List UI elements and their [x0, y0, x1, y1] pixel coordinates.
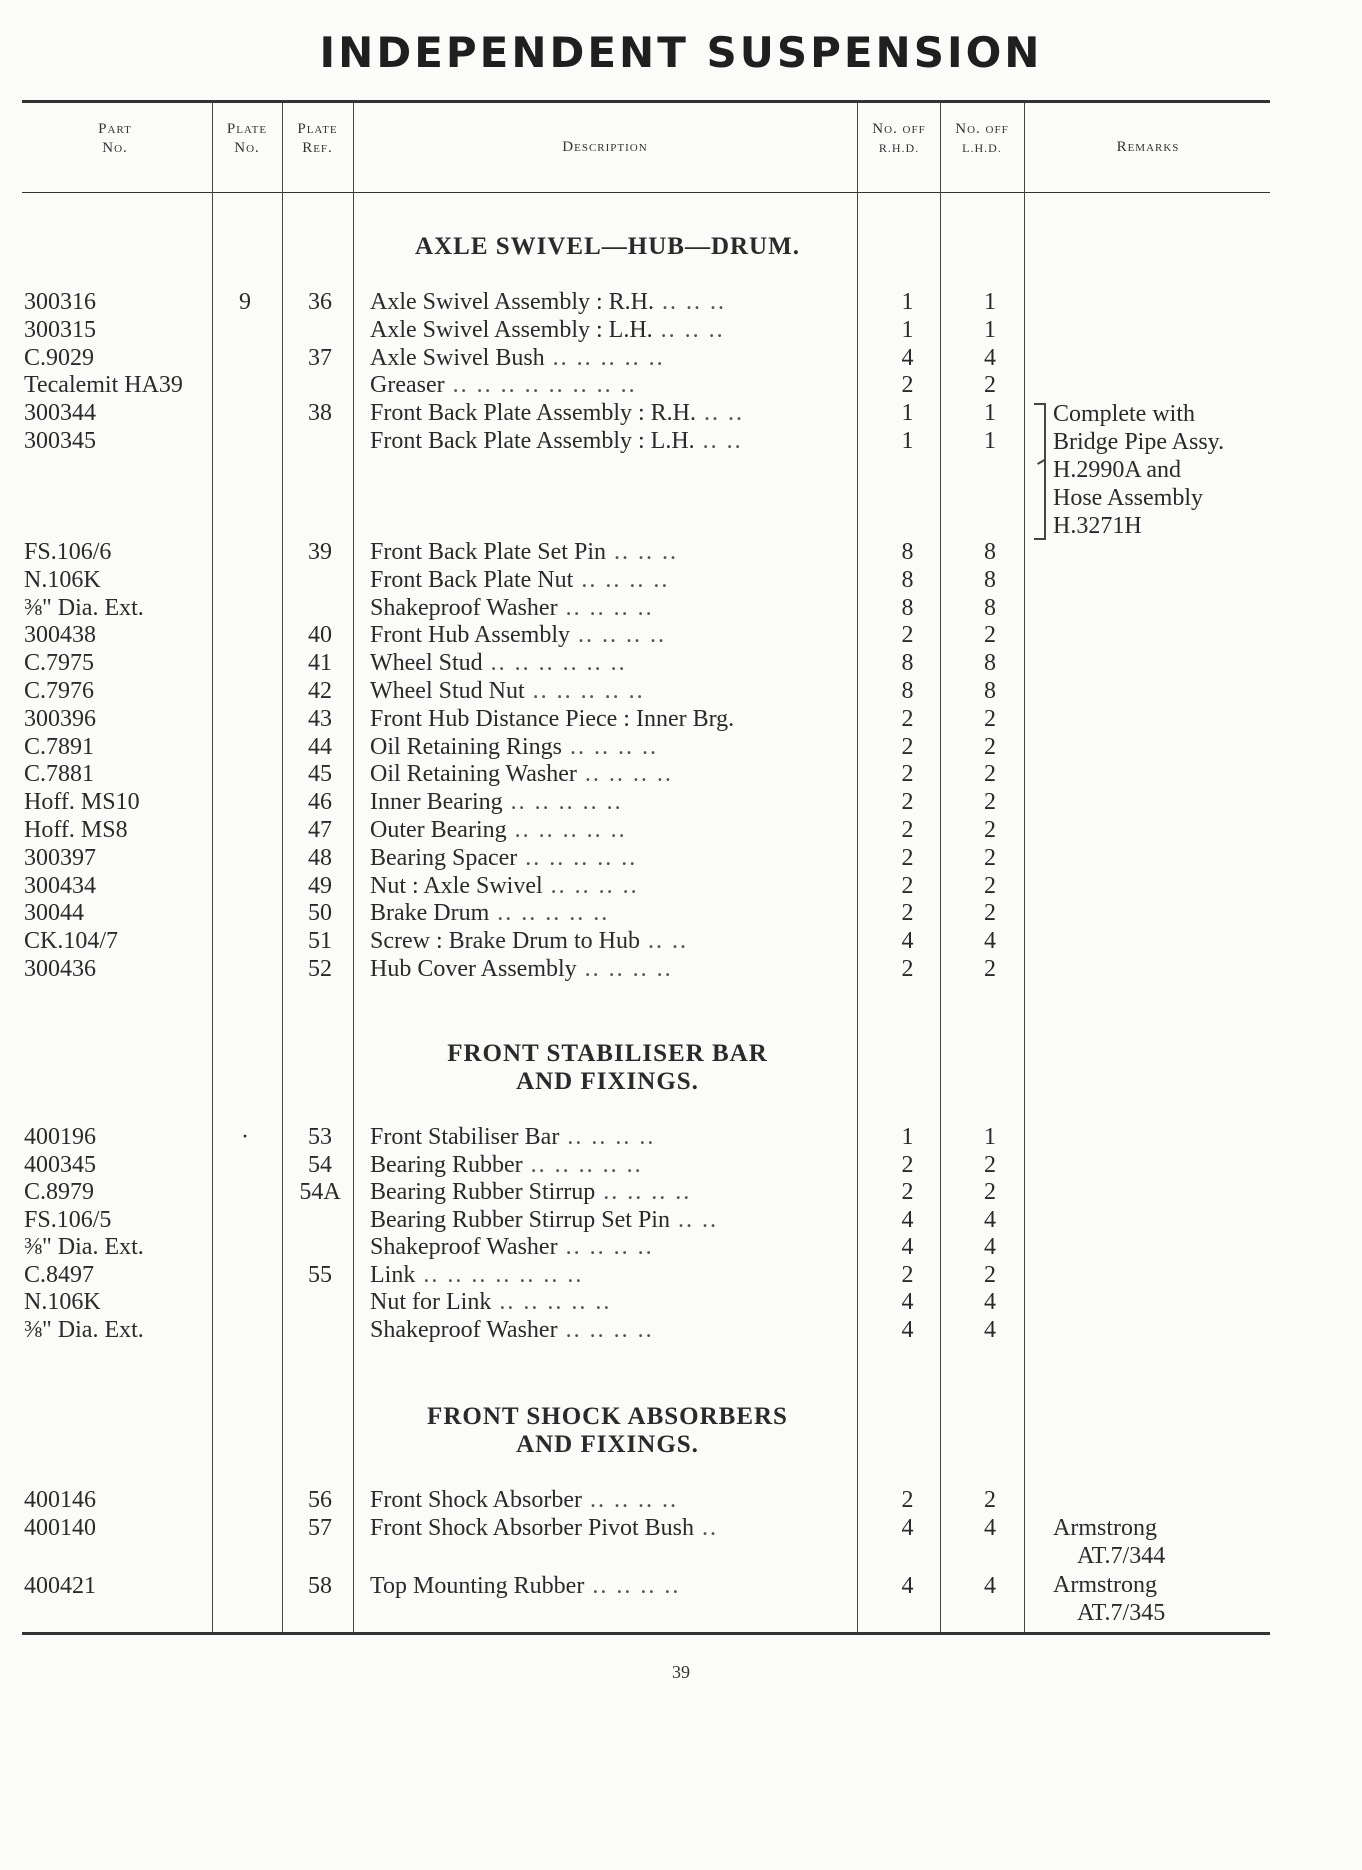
leader-dots: .. .. .. .. [557, 1316, 654, 1343]
qty-lhd: 2 [984, 872, 996, 899]
page-title: INDEPENDENT SUSPENSION [319, 28, 1043, 77]
description-text: Oil Retaining Washer [370, 761, 577, 788]
qty-rhd: 1 [901, 316, 914, 343]
description-text: Front Back Plate Assembly : R.H. [370, 400, 696, 427]
description-text: Axle Swivel Bush [370, 344, 545, 371]
description-text: Bearing Rubber Stirrup [370, 1179, 596, 1205]
description-text: Axle Swivel Assembly : R.H. [370, 289, 655, 315]
plate-ref: 53 [308, 1124, 332, 1150]
plate-ref: 48 [308, 844, 332, 871]
part-number: ⅜" Dia. Ext. [24, 1234, 144, 1260]
plate-ref: 36 [308, 289, 332, 315]
qty-rhd: 8 [901, 566, 914, 593]
leader-dots: .. .. .. .. [595, 1179, 692, 1205]
qty-lhd: 2 [984, 844, 996, 871]
qty-lhd: 2 [984, 1487, 996, 1513]
leader-dots: .. .. .. .. .. [506, 817, 627, 843]
description-text: Front Back Plate Set Pin [370, 539, 606, 565]
qty-lhd: 2 [984, 622, 996, 649]
header-description: Description [562, 139, 648, 155]
plate-ref: 37 [308, 344, 332, 371]
table-row [0, 594, 1362, 622]
description [370, 538, 845, 566]
description [370, 1514, 845, 1542]
description [370, 1486, 845, 1514]
description [370, 1123, 845, 1151]
description-text: Front Back Plate Nut [370, 566, 574, 593]
table-row [0, 705, 1362, 733]
header-plate-ref: Plate Ref. [297, 121, 338, 156]
plate-ref: 57 [308, 1515, 332, 1541]
description [370, 788, 845, 816]
leader-dots: .. .. .. .. [584, 1573, 681, 1599]
leader-dots: .. .. [639, 928, 688, 955]
description [370, 621, 845, 649]
leader-dots: .. .. .. .. .. [522, 1151, 643, 1178]
part-number: 300396 [24, 705, 96, 732]
description [370, 733, 845, 761]
qty-rhd: 4 [901, 344, 914, 371]
table-row [0, 621, 1362, 649]
part-number: 400146 [24, 1487, 96, 1513]
description-text: Oil Retaining Rings [370, 733, 562, 760]
qty-rhd: 2 [901, 372, 914, 399]
description [370, 1316, 845, 1344]
section-title-axle: AXLE SWIVEL—HUB—DRUM. [415, 233, 800, 260]
table-row [0, 844, 1362, 872]
header-remarks: Remarks [1116, 139, 1180, 155]
description [370, 427, 845, 455]
description-text: Front Shock Absorber [370, 1487, 582, 1513]
qty-lhd: 2 [984, 372, 996, 399]
part-number: Hoff. MS8 [24, 817, 128, 843]
description-text: Nut : Axle Swivel [370, 872, 543, 899]
qty-rhd: 2 [901, 622, 914, 649]
qty-rhd: 2 [901, 733, 914, 760]
qty-rhd: 4 [901, 1234, 914, 1260]
qty-lhd: 1 [984, 1124, 996, 1150]
leader-dots: .. .. .. .. [576, 761, 673, 788]
qty-rhd: 4 [901, 1206, 914, 1233]
leader-dots: .. .. .. [606, 539, 678, 565]
leader-dots: .. .. .. .. [542, 872, 639, 899]
description [370, 760, 845, 788]
remark-brace [1034, 403, 1046, 540]
leader-dots: .. .. .. .. .. .. [482, 650, 627, 677]
description [370, 566, 845, 594]
description-text: Shakeproof Washer [370, 594, 558, 621]
table-row [0, 927, 1362, 955]
qty-lhd: 4 [984, 1289, 996, 1315]
page-number: 39 [672, 1662, 690, 1682]
description-text: Top Mounting Rubber [370, 1573, 585, 1599]
leader-dots: .. .. [696, 400, 744, 427]
plate-ref: 47 [308, 817, 332, 843]
part-number: ⅜" Dia. Ext. [24, 594, 144, 621]
bottom-rule [22, 1632, 1270, 1635]
table-row [0, 538, 1362, 566]
plate-ref: 46 [308, 789, 332, 816]
part-number: 400421 [24, 1573, 96, 1599]
table-row [0, 1288, 1362, 1316]
qty-lhd: 4 [984, 1316, 996, 1343]
description [370, 1572, 845, 1600]
table-row [0, 371, 1362, 399]
qty-lhd: 4 [984, 1234, 996, 1260]
remark-back-plate: Complete with Bridge Pipe Assy. H.2990A and Hose Assembly H.3271H [1053, 401, 1225, 539]
remark-pivot-bush: Armstrong AT.7/344 [1053, 1515, 1166, 1569]
leader-dots: .. .. .. .. [582, 1487, 678, 1513]
qty-rhd: 2 [901, 956, 914, 982]
header-rule [22, 192, 1270, 193]
qty-rhd: 1 [901, 400, 914, 427]
part-number: 300397 [24, 844, 96, 871]
table-row [0, 566, 1362, 594]
qty-rhd: 2 [901, 844, 914, 871]
description [370, 594, 845, 622]
table-row [0, 816, 1362, 844]
part-number: ⅜" Dia. Ext. [24, 1316, 144, 1343]
description [370, 288, 845, 316]
qty-lhd: 1 [984, 428, 996, 454]
plate-ref: 52 [308, 956, 332, 982]
leader-dots: .. [694, 1515, 719, 1541]
section-title-stabiliser: FRONT STABILISER BAR AND FIXINGS. [447, 1040, 768, 1095]
table-row [0, 1316, 1362, 1344]
description [370, 649, 845, 677]
leader-dots: .. .. [669, 1206, 718, 1233]
qty-rhd: 1 [901, 428, 914, 454]
qty-rhd: 1 [901, 1124, 914, 1150]
part-number: Hoff. MS10 [24, 789, 140, 816]
qty-rhd: 1 [901, 289, 914, 315]
plate-ref: 43 [308, 705, 332, 732]
part-number: 400140 [24, 1515, 96, 1541]
table-row [0, 899, 1362, 927]
plate-ref: 51 [308, 928, 332, 955]
description-text: Axle Swivel Assembly : L.H. [370, 316, 653, 343]
qty-rhd: 4 [901, 928, 914, 955]
qty-lhd: 1 [984, 316, 996, 343]
table-row [0, 955, 1362, 983]
qty-lhd: 2 [984, 1179, 996, 1205]
description-text: Outer Bearing [370, 817, 507, 843]
part-number: FS.106/5 [24, 1206, 112, 1233]
part-number: 300434 [24, 872, 96, 899]
description-text: Brake Drum [370, 900, 490, 927]
qty-lhd: 2 [984, 1261, 996, 1288]
description-text: Link [370, 1261, 416, 1288]
leader-dots: .. .. .. .. .. [491, 1289, 612, 1315]
qty-rhd: 8 [901, 594, 914, 621]
qty-rhd: 4 [901, 1515, 914, 1541]
qty-rhd: 2 [901, 789, 914, 816]
description [370, 927, 845, 955]
qty-lhd: 2 [984, 817, 996, 843]
description-text: Nut for Link [370, 1289, 492, 1315]
qty-lhd: 2 [984, 761, 996, 788]
leader-dots: .. .. .. .. [576, 956, 673, 982]
plate-ref: 58 [308, 1573, 332, 1599]
plate-ref: 42 [308, 678, 332, 704]
description-text: Front Hub Assembly [370, 622, 571, 649]
qty-lhd: 8 [984, 539, 996, 565]
leader-dots: .. .. .. .. .. [544, 344, 665, 371]
qty-lhd: 2 [984, 1151, 996, 1178]
leader-dots: .. .. [694, 428, 743, 454]
leader-dots: .. .. .. .. .. [489, 900, 610, 927]
leader-dots: .. .. .. .. [570, 622, 667, 649]
qty-lhd: 4 [984, 928, 996, 955]
leader-dots: .. .. .. .. .. .. .. .. [444, 372, 637, 399]
table-row [0, 1206, 1362, 1234]
description [370, 899, 845, 927]
description [370, 872, 845, 900]
qty-rhd: 4 [901, 1573, 914, 1599]
description-text: Bearing Spacer [370, 844, 518, 871]
description-text: Bearing Rubber Stirrup Set Pin [370, 1206, 670, 1233]
qty-lhd: 4 [984, 1515, 996, 1541]
leader-dots: .. .. .. .. [562, 733, 658, 760]
description [370, 399, 845, 427]
description [370, 816, 845, 844]
table-row [0, 1486, 1362, 1514]
qty-rhd: 2 [901, 1179, 914, 1205]
qty-rhd: 2 [901, 900, 914, 927]
part-number: 300316 [24, 289, 96, 315]
plate-number: 9 [239, 289, 251, 315]
header-plate-no: Plate No. [226, 121, 268, 156]
qty-lhd: 1 [984, 289, 996, 315]
qty-rhd: 2 [901, 817, 914, 843]
part-number: 400345 [24, 1151, 96, 1178]
qty-lhd: 2 [984, 733, 996, 760]
description [370, 1178, 845, 1206]
part-number: C.7891 [24, 733, 95, 760]
table-row [0, 316, 1362, 344]
description [370, 344, 845, 372]
table-row [0, 288, 1362, 316]
part-number: 300438 [24, 622, 96, 649]
plate-ref: 40 [308, 622, 332, 649]
part-number: C.7976 [24, 678, 95, 704]
plate-ref: 54 [308, 1151, 332, 1178]
qty-rhd: 2 [901, 872, 914, 899]
part-number: 400196 [24, 1124, 96, 1150]
qty-lhd: 2 [984, 789, 996, 816]
table-row [0, 1123, 1362, 1151]
plate-ref: 41 [308, 650, 332, 677]
qty-lhd: 4 [984, 1573, 996, 1599]
leader-dots: .. .. .. .. .. [502, 789, 623, 816]
qty-lhd: 8 [984, 678, 996, 704]
description [370, 1206, 845, 1234]
table-row [0, 1261, 1362, 1289]
table-row [0, 649, 1362, 677]
qty-rhd: 8 [901, 650, 914, 677]
description [370, 844, 845, 872]
description-text: Front Back Plate Assembly : L.H. [370, 428, 695, 454]
part-number: N.106K [24, 1289, 101, 1315]
leader-dots: .. .. .. .. .. [517, 844, 638, 871]
qty-lhd: 8 [984, 650, 996, 677]
part-number: 30044 [24, 900, 84, 927]
qty-lhd: 4 [984, 344, 996, 371]
table-row [0, 733, 1362, 761]
plate-ref: 44 [308, 733, 332, 760]
description-text: Wheel Stud [370, 650, 483, 677]
table-row [0, 760, 1362, 788]
description-text: Greaser [370, 372, 445, 399]
description-text: Screw : Brake Drum to Hub [370, 928, 640, 955]
qty-lhd: 2 [984, 900, 996, 927]
description [370, 1233, 845, 1261]
qty-lhd: 4 [984, 1206, 996, 1233]
description [370, 316, 845, 344]
leader-dots: .. .. .. [654, 289, 727, 315]
part-number: C.8497 [24, 1261, 95, 1288]
part-number: 300345 [24, 428, 96, 454]
header-no-off-lhd: No. off L.H.D. [955, 121, 1009, 155]
leader-dots: .. .. .. .. .. .. .. [415, 1261, 584, 1288]
leader-dots: .. .. .. .. .. [524, 678, 645, 704]
remark-top-mounting: Armstrong AT.7/345 [1053, 1572, 1166, 1626]
qty-rhd: 8 [901, 678, 914, 704]
qty-lhd: 1 [984, 400, 996, 427]
qty-rhd: 4 [901, 1316, 914, 1343]
description [370, 1288, 845, 1316]
qty-lhd: 2 [984, 956, 996, 982]
table-row [0, 788, 1362, 816]
description [370, 955, 845, 983]
part-number: FS.106/6 [24, 539, 112, 565]
plate-ref: 54A [299, 1179, 341, 1205]
part-number: 300344 [24, 400, 96, 427]
part-number: C.7975 [24, 650, 95, 677]
qty-rhd: 2 [901, 1487, 914, 1513]
description [370, 677, 845, 705]
part-number: N.106K [24, 566, 101, 593]
plate-ref: 56 [308, 1487, 332, 1513]
header-part-no: Part No. [98, 121, 132, 156]
part-number: C.9029 [24, 344, 95, 371]
description-text: Hub Cover Assembly [370, 956, 577, 982]
table-row [0, 344, 1362, 372]
part-number: Tecalemit HA39 [24, 372, 183, 399]
description [370, 371, 845, 399]
header-no-off-rhd: No. off R.H.D. [872, 121, 926, 155]
qty-rhd: 4 [901, 1289, 914, 1315]
table-row [0, 1233, 1362, 1261]
description [370, 1261, 845, 1289]
top-rule [22, 100, 1270, 103]
qty-rhd: 2 [901, 1151, 914, 1178]
part-number: CK.104/7 [24, 928, 119, 955]
qty-rhd: 2 [901, 761, 914, 788]
description [370, 1151, 845, 1179]
plate-ref: 55 [308, 1261, 332, 1288]
table-row [0, 1151, 1362, 1179]
leader-dots: .. .. .. .. [557, 1234, 654, 1260]
qty-rhd: 2 [901, 1261, 914, 1288]
leader-dots: .. .. .. .. [559, 1124, 656, 1150]
description [370, 705, 845, 733]
part-number: 300436 [24, 956, 96, 982]
section-title-shock: FRONT SHOCK ABSORBERS AND FIXINGS. [427, 1403, 788, 1458]
table-row [0, 872, 1362, 900]
plate-ref: 38 [308, 400, 332, 427]
plate-ref: 49 [308, 872, 332, 899]
description-text: Inner Bearing [370, 789, 503, 816]
qty-rhd: 2 [901, 705, 914, 732]
part-number: 300315 [24, 316, 96, 343]
leader-dots: .. .. .. [652, 316, 725, 343]
description-text: Wheel Stud Nut [370, 678, 525, 704]
part-number: C.7881 [24, 761, 95, 788]
part-number: C.8979 [24, 1179, 95, 1205]
plate-ref: 50 [308, 900, 332, 927]
qty-rhd: 8 [901, 539, 914, 565]
plate-ref: 45 [308, 761, 332, 788]
qty-lhd: 8 [984, 594, 996, 621]
qty-lhd: 2 [984, 705, 996, 732]
plate-ref: 39 [308, 539, 332, 565]
description-text: Front Shock Absorber Pivot Bush [370, 1515, 695, 1541]
description-text: Shakeproof Washer [370, 1316, 558, 1343]
description-text: Bearing Rubber [370, 1151, 523, 1178]
description-text: Front Stabiliser Bar [370, 1124, 560, 1150]
table-row [0, 677, 1362, 705]
description-text: Front Hub Distance Piece : Inner Brg. [370, 705, 735, 732]
leader-dots: .. .. .. .. [573, 566, 670, 593]
table-row [0, 1178, 1362, 1206]
plate-number: · [241, 1124, 249, 1150]
description-text: Shakeproof Washer [370, 1234, 558, 1260]
qty-lhd: 8 [984, 566, 996, 593]
leader-dots: .. .. .. .. [557, 594, 654, 621]
